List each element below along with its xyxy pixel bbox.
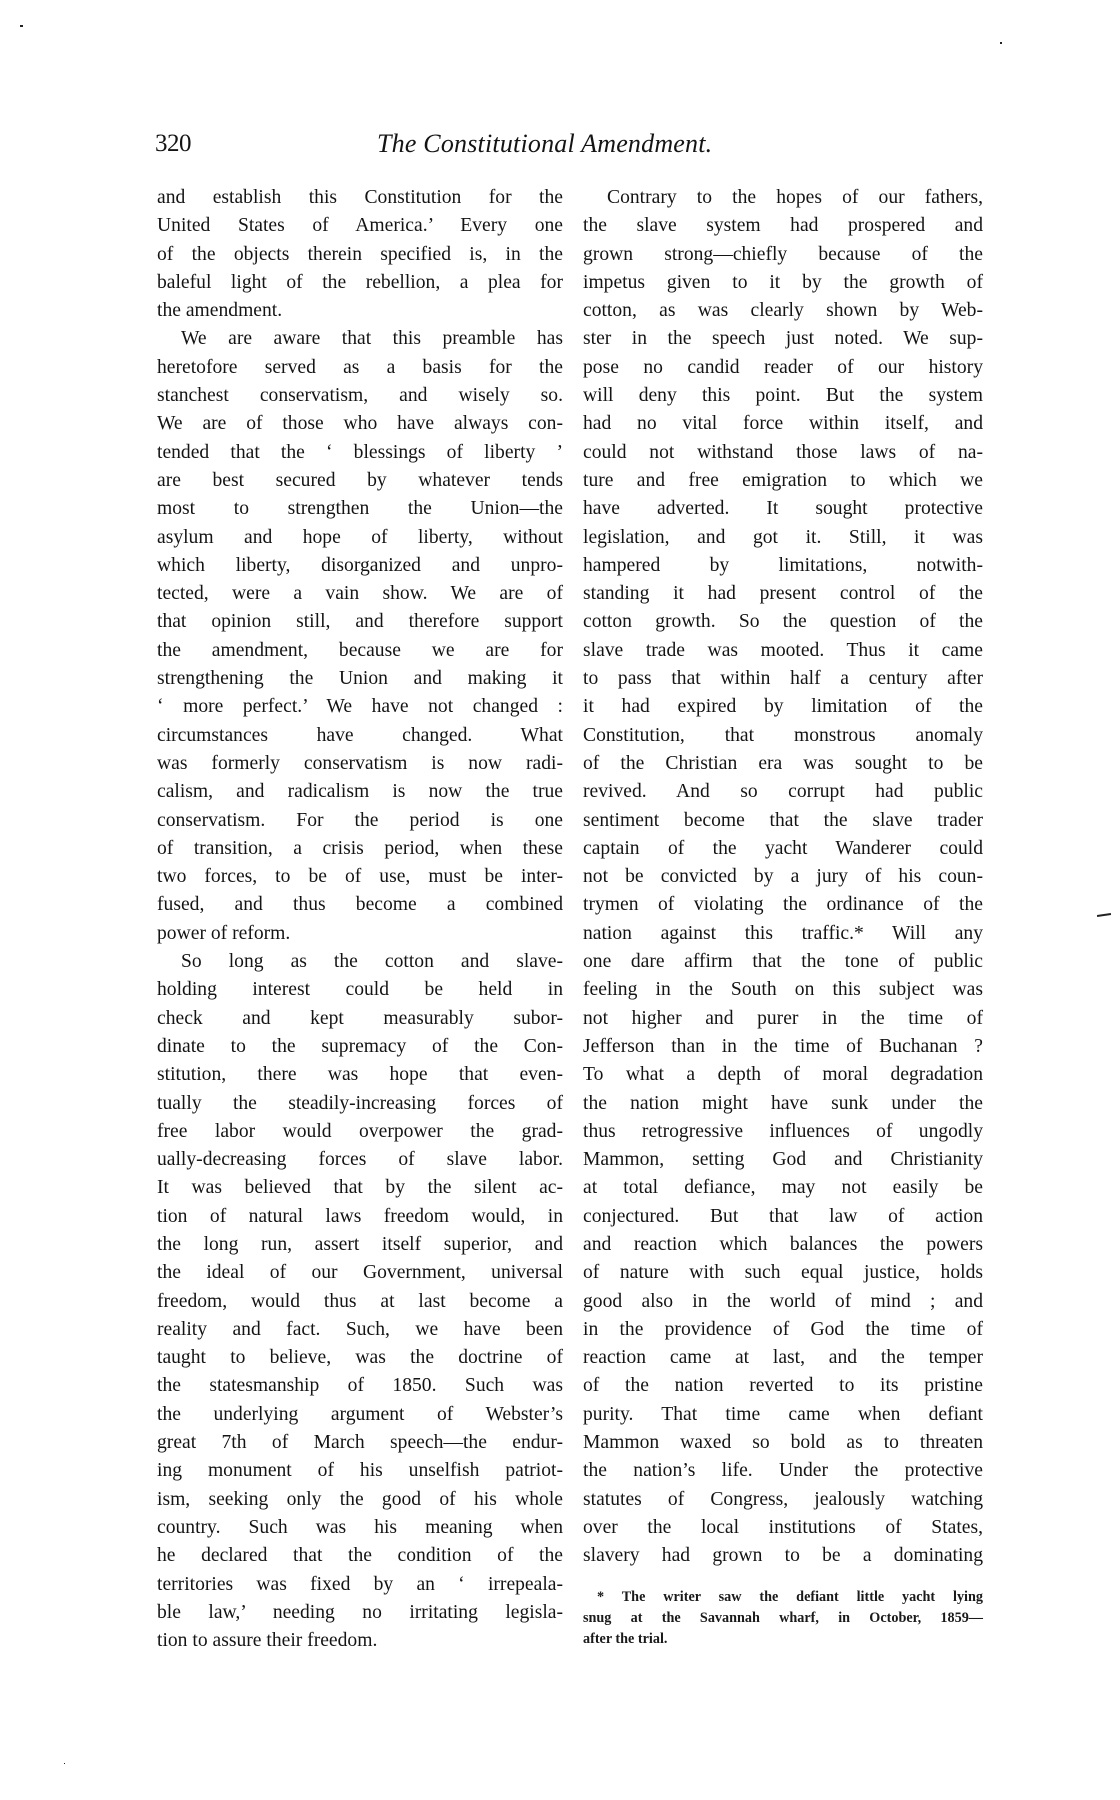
- text-line-content: ually-decreasing forces of slave labor.: [157, 1149, 563, 1171]
- text-line: [157, 920, 563, 948]
- text-line-content: impetus given to it by the growth of: [583, 271, 983, 293]
- text-line-content: not higher and purer in the time of: [583, 1007, 983, 1029]
- text-line: [157, 863, 563, 891]
- text-line: [583, 1174, 983, 1202]
- text-line: [157, 1486, 563, 1514]
- text-line: [157, 382, 563, 410]
- text-line: [583, 580, 983, 608]
- text-line: [583, 863, 983, 891]
- text-line: [583, 269, 983, 297]
- text-line-content: could not withstand those laws of na-: [583, 441, 983, 463]
- text-line: [157, 1514, 563, 1542]
- text-line-content: ture and free emigration to which we: [583, 469, 983, 491]
- text-line: [583, 410, 983, 438]
- text-line: [157, 269, 563, 297]
- text-line-content: cotton, as was clearly shown by Web-: [583, 300, 983, 322]
- text-line-content: of transition, a crisis period, when these: [157, 837, 563, 859]
- text-line-content: of the nation reverted to its pristine: [583, 1375, 983, 1397]
- text-line-content: calism, and radicalism is now the true: [157, 781, 563, 803]
- text-line-content: at total defiance, may not easily be: [583, 1177, 983, 1199]
- text-line: [157, 637, 563, 665]
- text-line: [583, 1288, 983, 1316]
- text-line: [157, 297, 563, 325]
- text-line: [157, 212, 563, 240]
- scan-speck-bottom-left: [64, 1763, 65, 1764]
- text-line: [583, 1033, 983, 1061]
- text-line-content: was formerly conservatism is now radi-: [157, 752, 563, 774]
- text-line-content: the nation might have sunk under the: [583, 1092, 983, 1114]
- right-text-column: [583, 184, 983, 1571]
- text-line-content: reaction came at last, and the temper: [583, 1347, 983, 1369]
- text-line: [157, 948, 563, 976]
- text-line-content: reality and fact. Such, we have been: [157, 1318, 563, 1340]
- text-line-content: purity. That time came when defiant: [583, 1403, 983, 1425]
- left-text-column: [157, 184, 563, 1655]
- text-line: [157, 608, 563, 636]
- text-line-content: heretofore served as a basis for the: [157, 356, 563, 378]
- text-line-content: which liberty, disorganized and unpro-: [157, 554, 563, 576]
- text-line-content: trymen of violating the ordinance of the: [583, 894, 983, 916]
- text-line-content: most to strengthen the Union—the: [157, 498, 563, 520]
- text-line: [583, 1457, 983, 1485]
- text-line: [157, 665, 563, 693]
- text-line-content: two forces, to be of use, must be inter-: [157, 866, 563, 888]
- text-line: [583, 439, 983, 467]
- text-line-content: power of reform.: [157, 922, 291, 944]
- text-line-content: conservatism. For the period is one: [157, 809, 563, 831]
- text-line: [583, 1316, 983, 1344]
- text-line: [583, 976, 983, 1004]
- text-line: [583, 750, 983, 778]
- text-line-content: hampered by limitations, notwith-: [583, 554, 983, 576]
- text-line: [157, 1146, 563, 1174]
- text-line: [157, 184, 563, 212]
- text-line: [583, 807, 983, 835]
- text-line-content: ism, seeking only the good of his whole: [157, 1488, 563, 1510]
- text-line: [583, 722, 983, 750]
- text-line: [157, 891, 563, 919]
- text-line: [583, 693, 983, 721]
- text-line: [157, 1429, 563, 1457]
- text-line-content: holding interest could be held in: [157, 979, 563, 1001]
- text-line: [583, 1118, 983, 1146]
- text-line-content: in the providence of God the time of: [583, 1318, 983, 1340]
- text-line: [583, 1146, 983, 1174]
- text-line: [583, 524, 983, 552]
- running-title: The Constitutional Amendment.: [377, 129, 713, 158]
- text-line-content: the nation’s life. Under the protective: [583, 1460, 983, 1482]
- text-line-content: Mammon, setting God and Christianity: [583, 1149, 983, 1171]
- text-line: [583, 778, 983, 806]
- text-line: [583, 1344, 983, 1372]
- text-line-content: United States of America.’ Every one: [157, 215, 563, 237]
- text-line-content: We are aware that this preamble has: [181, 328, 563, 350]
- text-line: [583, 1203, 983, 1231]
- text-line-content: ble law,’ needing no irritating legisla-: [157, 1601, 563, 1623]
- text-line: [583, 835, 983, 863]
- text-line-content: the statesmanship of 1850. Such was: [157, 1375, 563, 1397]
- text-line: [157, 1061, 563, 1089]
- text-line: [583, 184, 983, 212]
- text-line-content: that opinion still, and therefore support: [157, 611, 563, 633]
- text-line: [583, 467, 983, 495]
- text-line: [583, 1372, 983, 1400]
- text-line: [583, 552, 983, 580]
- text-line: [157, 439, 563, 467]
- text-line: [157, 835, 563, 863]
- text-line-content: and establish this Constitution for the: [157, 187, 563, 208]
- footnote: [583, 1587, 983, 1650]
- text-line: [157, 1627, 563, 1655]
- text-line-content: will deny this point. But the system: [583, 385, 983, 407]
- text-line-content: grown strong—chiefly because of the: [583, 243, 983, 265]
- text-line-content: one dare affirm that the tone of public: [583, 951, 983, 973]
- text-line: [583, 1542, 983, 1570]
- text-line-content: To what a depth of moral degradation: [583, 1064, 983, 1086]
- text-line-content: over the local institutions of States,: [583, 1516, 983, 1538]
- text-line: [157, 1457, 563, 1485]
- text-line-content: check and kept measurably subor-: [157, 1007, 563, 1029]
- text-line-content: taught to believe, was the doctrine of: [157, 1347, 563, 1369]
- text-line-content: the underlying argument of Webster’s: [157, 1403, 563, 1425]
- text-line: [583, 297, 983, 325]
- text-line: [157, 750, 563, 778]
- text-line-content: legislation, and got it. Still, it was: [583, 526, 983, 548]
- text-line: [583, 495, 983, 523]
- text-line: [157, 1288, 563, 1316]
- text-line: [157, 1401, 563, 1429]
- text-line: [583, 1259, 983, 1287]
- text-line-content: It was believed that by the silent ac-: [157, 1177, 563, 1199]
- text-line-content: the ideal of our Government, universal: [157, 1262, 563, 1284]
- text-line-content: freedom, would thus at last become a: [157, 1290, 563, 1312]
- text-line: [157, 693, 563, 721]
- text-line: [157, 552, 563, 580]
- text-line: [157, 1231, 563, 1259]
- text-line-content: Jefferson than in the time of Buchanan ?: [583, 1035, 983, 1057]
- text-line: [157, 807, 563, 835]
- text-line: [157, 1316, 563, 1344]
- text-line-content: baleful light of the rebellion, a plea for: [157, 271, 563, 293]
- page-number: 320: [155, 130, 191, 157]
- text-line-content: nation against this traffic.* Will any: [583, 922, 983, 944]
- text-line-content: conjectured. But that law of action: [583, 1205, 983, 1227]
- text-line-content: good also in the world of mind ; and: [583, 1290, 983, 1312]
- text-line: [157, 1118, 563, 1146]
- text-line: [157, 524, 563, 552]
- text-line-content: cotton growth. So the question of the: [583, 611, 983, 633]
- text-line-content: stitution, there was hope that even-: [157, 1064, 563, 1086]
- text-line: [583, 1401, 983, 1429]
- text-line: [583, 1608, 983, 1629]
- text-line: [583, 241, 983, 269]
- text-line-content: the slave system had prospered and: [583, 215, 983, 237]
- text-line-content: statutes of Congress, jealously watching: [583, 1488, 983, 1510]
- text-line: [157, 241, 563, 269]
- text-line: [157, 1259, 563, 1287]
- text-line: [583, 1587, 983, 1608]
- text-line-content: strengthening the Union and making it: [157, 668, 563, 690]
- text-line-content: ‘ more perfect.’ We have not changed :: [157, 696, 563, 718]
- text-line-content: snug at the Savannah wharf, in October, 1859—: [583, 1610, 983, 1626]
- text-line: [583, 1629, 983, 1650]
- text-line-content: of the Christian era was sought to be: [583, 752, 983, 774]
- text-line-content: country. Such was his meaning when: [157, 1516, 563, 1538]
- text-line-content: pose no candid reader of our history: [583, 356, 983, 378]
- text-line-content: Mammon waxed so bold as to threaten: [583, 1432, 983, 1454]
- text-line-content: tion of natural laws freedom would, in: [157, 1205, 563, 1227]
- scan-speck-top-right: [1000, 42, 1002, 44]
- text-line: [157, 1005, 563, 1033]
- text-line-content: ster in the speech just noted. We sup-: [583, 328, 983, 350]
- text-line-content: of the objects therein specified is, in the: [157, 243, 563, 265]
- text-line-content: fused, and thus become a combined: [157, 894, 563, 916]
- text-line-content: stanchest conservatism, and wisely so.: [157, 385, 563, 407]
- text-line-content: are best secured by whatever tends: [157, 469, 563, 491]
- text-line-content: have adverted. It sought protective: [583, 498, 983, 520]
- text-line-content: So long as the cotton and slave-: [181, 951, 563, 973]
- text-line: [157, 1344, 563, 1372]
- text-line-content: it had expired by limitation of the: [583, 696, 983, 718]
- text-line-content: not be convicted by a jury of his coun-: [583, 866, 983, 888]
- text-line: [157, 580, 563, 608]
- text-line: [583, 1090, 983, 1118]
- text-line: [583, 637, 983, 665]
- text-line-content: great 7th of March speech—the endur-: [157, 1432, 563, 1454]
- text-line: [583, 382, 983, 410]
- text-line: [157, 354, 563, 382]
- margin-mark-right: [1097, 913, 1111, 917]
- text-line-content: he declared that the condition of the: [157, 1545, 563, 1567]
- text-line-content: standing it had present control of the: [583, 583, 983, 605]
- text-line-content: captain of the yacht Wanderer could: [583, 837, 983, 859]
- text-line: [583, 891, 983, 919]
- text-line-content: after the trial.: [583, 1631, 668, 1647]
- text-line: [157, 410, 563, 438]
- page-header: [155, 126, 985, 162]
- text-line: [157, 1571, 563, 1599]
- text-line: [157, 467, 563, 495]
- text-line-content: thus retrogressive influences of ungodly: [583, 1120, 983, 1142]
- text-line-content: and reaction which balances the powers: [583, 1233, 983, 1255]
- text-line: [157, 1372, 563, 1400]
- text-line-content: territories was fixed by an ‘ irrepeala-: [157, 1573, 563, 1595]
- text-line: [583, 1429, 983, 1457]
- text-line: [583, 665, 983, 693]
- text-line-content: ing monument of his unselfish patriot-: [157, 1460, 563, 1482]
- text-line: [157, 1203, 563, 1231]
- text-line-content: tended that the ‘ blessings of liberty ’: [157, 441, 563, 463]
- text-line-content: to pass that within half a century after: [583, 668, 983, 690]
- text-line-content: sentiment become that the slave trader: [583, 809, 983, 831]
- text-line-content: Constitution, that monstrous anomaly: [583, 724, 983, 746]
- text-line-content: tected, were a vain show. We are of: [157, 583, 563, 605]
- text-line-content: revived. And so corrupt had public: [583, 781, 983, 803]
- text-line: [157, 1174, 563, 1202]
- text-line: [157, 1542, 563, 1570]
- text-line: [583, 1061, 983, 1089]
- text-line-content: had no vital force within itself, and: [583, 413, 983, 435]
- text-line-content: feeling in the South on this subject was: [583, 979, 983, 1001]
- text-line-content: Contrary to the hopes of our fathers,: [607, 187, 983, 208]
- text-line: [583, 1005, 983, 1033]
- text-line-content: * The writer saw the defiant little yacht lying: [597, 1589, 983, 1605]
- text-line: [583, 325, 983, 353]
- text-line: [157, 325, 563, 353]
- text-line: [157, 1599, 563, 1627]
- text-line-content: free labor would overpower the grad-: [157, 1120, 563, 1142]
- text-line-content: asylum and hope of liberty, without: [157, 526, 563, 548]
- text-line: [583, 1231, 983, 1259]
- text-line-content: the amendment.: [157, 300, 283, 322]
- text-line: [583, 1486, 983, 1514]
- text-line-content: the amendment, because we are for: [157, 639, 563, 661]
- text-line: [157, 1033, 563, 1061]
- text-line-content: tually the steadily-increasing forces of: [157, 1092, 563, 1114]
- text-line: [157, 976, 563, 1004]
- text-line: [583, 1514, 983, 1542]
- text-line-content: of nature with such equal justice, holds: [583, 1262, 983, 1284]
- text-line-content: slave trade was mooted. Thus it came: [583, 639, 983, 661]
- text-line-content: tion to assure their freedom.: [157, 1630, 378, 1652]
- text-line-content: circumstances have changed. What: [157, 724, 563, 746]
- text-line: [583, 354, 983, 382]
- text-line: [157, 722, 563, 750]
- text-line: [583, 948, 983, 976]
- text-line-content: slavery had grown to be a dominating: [583, 1545, 983, 1567]
- text-line: [157, 495, 563, 523]
- text-line: [583, 212, 983, 240]
- scan-speck-top-left: [20, 25, 23, 27]
- text-line: [157, 778, 563, 806]
- text-line-content: We are of those who have always con-: [157, 413, 563, 435]
- text-line: [583, 608, 983, 636]
- text-line-content: dinate to the supremacy of the Con-: [157, 1035, 563, 1057]
- text-line: [583, 920, 983, 948]
- text-line-content: the long run, assert itself superior, and: [157, 1233, 563, 1255]
- text-line: [157, 1090, 563, 1118]
